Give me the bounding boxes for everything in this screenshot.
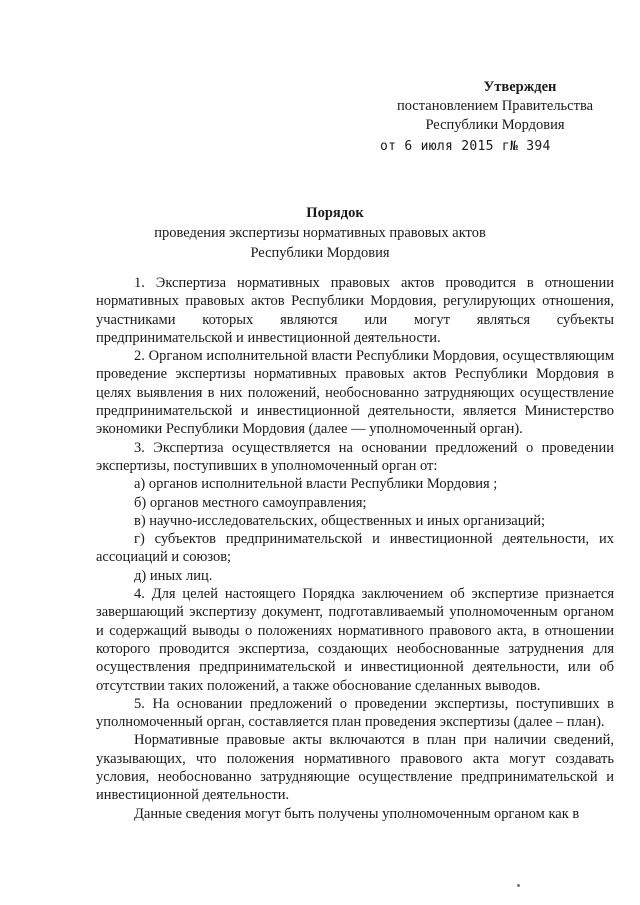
scan-speck	[517, 884, 520, 887]
list-item-d: г) субъектов предпринимательской и инвестиционной деятельности, их ассоциаций и союзов;	[96, 531, 614, 566]
document-body	[96, 274, 614, 823]
paragraph-6: Нормативные правовые акты включаются в план при наличии сведений, указывающих, что положения нормативного правового акта могут создавать условия, необоснованно затрудняющие осуществление предпринимательской и инвестиционной деятельности.	[96, 732, 614, 804]
title-line-1: Порядок	[306, 205, 364, 221]
paragraph-1: 1. Экспертиза нормативных правовых актов проводится в отношении нормативных правовых актов Республики Мордовия, регулирующих отношения, участниками которых являются или могут являться субъекты предпринимательской и инвестиционной деятельности.	[96, 275, 614, 346]
list-item-e: д) иных лиц.	[134, 567, 213, 584]
list-item-a: а) органов исполнительной власти Республики Мордовия ;	[134, 476, 498, 493]
paragraph-4: 4. Для целей настоящего Порядка заключением об экспертизе признается завершающий экспертизу документ, подготавливаемый уполномоченным органом и содержащий выводы о положениях нормативного правового акта, в отношении которого проводится экспертиза, создающих необоснованные затруднения для осуществления предпринимательской и инвестиционной деятельности, или об отсутствии таких положений, а также обоснование сделанных выводов.	[96, 586, 614, 694]
paragraph-2: 2. Органом исполнительной власти Республики Мордовия, осуществляющим проведение экспертизы нормативных правовых актов Республики Мордовия в целях выявления в них положений, необоснованно затрудняющих осуществление предпринимательской и инвестиционной деятельности, является Министерство экономики Республики Мордовия (далее — уполномоченный орган).	[96, 348, 614, 438]
approval-title: Утвержден	[483, 79, 557, 95]
paragraph-3: 3. Экспертиза осуществляется на основании предложений о проведении экспертизы, поступивших в уполномоченный орган от:	[96, 439, 614, 474]
title-line-2: проведения экспертизы нормативных правовых актов	[154, 225, 486, 241]
paragraph-5: 5. На основании предложений о проведении экспертизы, поступивших в уполномоченный орган, составляется план проведения экспертизы (далее – план).	[96, 695, 614, 731]
list-item-c: в) научно-исследовательских, общественных и иных организаций;	[134, 512, 546, 529]
paragraph-7: Данные сведения могут быть получены уполномоченным органом как в	[134, 805, 580, 822]
approval-date: от 6 июля 2015 г№ 394	[380, 139, 551, 154]
list-item-b: б) органов местного самоуправления;	[134, 494, 367, 511]
approval-line-2: Республики Мордовия	[425, 117, 565, 133]
approval-stamp	[380, 78, 610, 156]
document-title	[0, 203, 640, 263]
title-line-3: Республики Мордовия	[250, 245, 390, 261]
approval-line-1: постановлением Правительства	[396, 98, 594, 114]
